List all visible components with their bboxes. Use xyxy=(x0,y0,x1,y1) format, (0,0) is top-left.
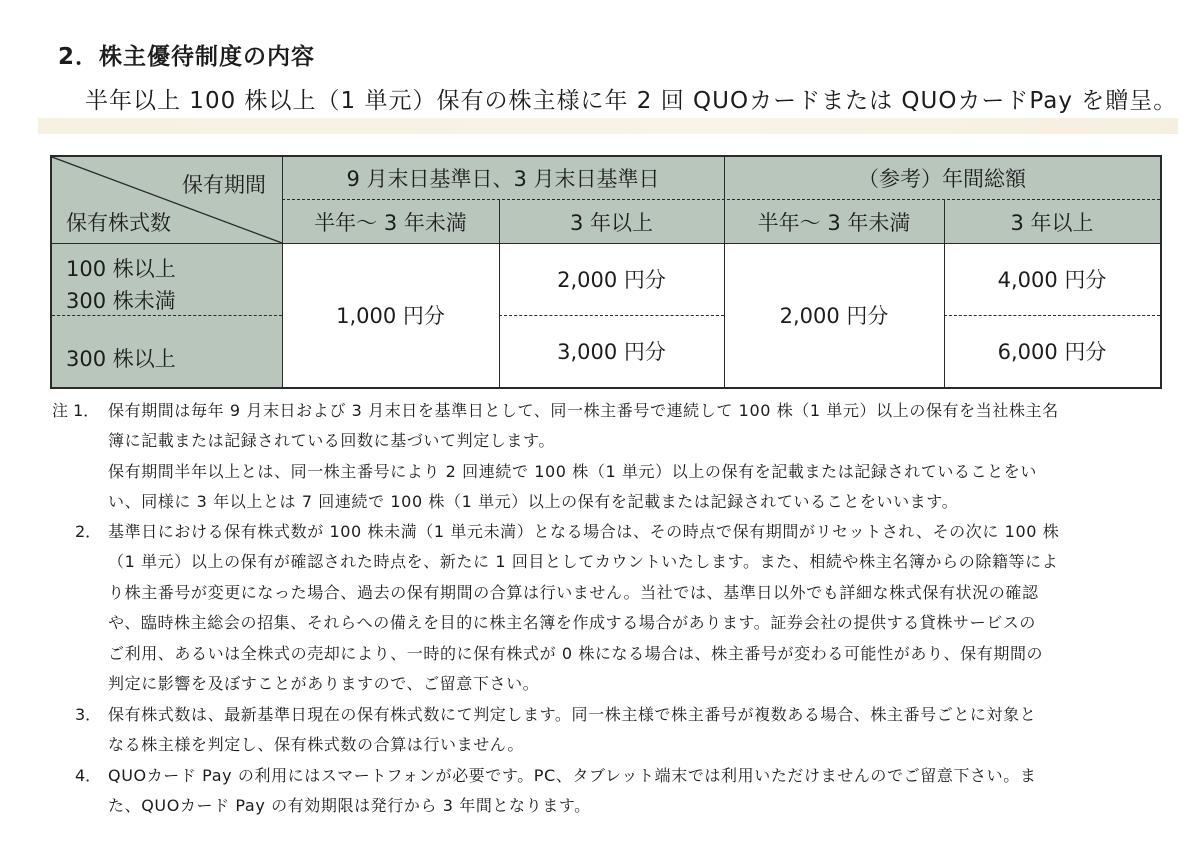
subheader-g1-3plus: 3 年以上 xyxy=(569,211,654,235)
value-g2-3plus-row1: 4,000 円分 xyxy=(997,268,1107,292)
header-dashed-line xyxy=(282,199,1160,200)
value-g2-3plus-row2: 6,000 円分 xyxy=(997,340,1107,364)
note1-line4: い、同様に 3 年以上とは 7 回連続で 100 株（1 単元）以上の保有を記載または記録されていることをいいます。 xyxy=(108,492,959,511)
subheader-g1-half-to-3: 半年～ 3 年未満 xyxy=(314,211,467,235)
row-dashed-line-left xyxy=(52,315,282,316)
grid-vline-1 xyxy=(282,157,283,387)
value-g1-3plus-row1: 2,000 円分 xyxy=(557,268,666,292)
group1-header: 9 月末日基準日、3 月末日基準日 xyxy=(346,167,660,191)
note2-line2: （1 単元）以上の保有が確認された時点を、新たに 1 回目としてカウントいたします。また、相続や株主名簿からの除籍等によ xyxy=(108,552,1059,571)
note2-line5: ご利用、あるいは全株式の売却により、一時的に保有株式が 0 株になる場合は、株主番号が変わる可能性があり、保有期間の xyxy=(108,644,1044,663)
row-dashed-line-g1 xyxy=(499,315,724,316)
row1-label-line2: 300 株未満 xyxy=(66,289,176,313)
subheader-g2-half-to-3: 半年～ 3 年未満 xyxy=(757,211,911,235)
value-g1-half-to-3: 1,000 円分 xyxy=(336,304,445,328)
intro-text: 半年以上 100 株以上（1 単元）保有の株主様に年 2 回 QUOカードまたは QUOカードPay を贈呈。 xyxy=(85,88,1178,114)
note1-line1: 保有期間は毎年 9 月末日および 3 月末日を基準日として、同一株主番号で連続して 100 株（1 単元）以上の保有を当社株主名 xyxy=(108,401,1059,420)
note3-line2: なる株主様を判定し、保有株式数の合算は行いません。 xyxy=(108,735,524,754)
note1-line3: 保有期間半年以上とは、同一株主番号により 2 回連続で 100 株（1 単元）以上の保有を記載または記録されていることをい xyxy=(108,462,1037,481)
note2-line3: り株主番号が変更になった場合、過去の保有期間の合算は行いません。当社では、基準日以外でも詳細な株式保有状況の確認 xyxy=(108,583,1039,602)
note4-line2: た、QUOカード Pay の有効期限は発行から 3 年間となります。 xyxy=(108,796,591,815)
corner-bottom-label: 保有株式数 xyxy=(66,211,171,235)
corner-top-label: 保有期間 xyxy=(182,173,266,197)
grid-vline-2 xyxy=(499,199,500,387)
background-band xyxy=(38,118,1178,134)
note4-number: 4． xyxy=(75,766,102,785)
subheader-g2-3plus: 3 年以上 xyxy=(1010,211,1094,235)
grid-vline-4 xyxy=(944,199,945,387)
note3-line1: 保有株式数は、最新基準日現在の保有株式数にて判定します。同一株主様で株主番号が複数ある場合、株主番号ごとに対象と xyxy=(108,705,1037,724)
value-g1-3plus-row2: 3,000 円分 xyxy=(557,340,666,364)
note1-line2: 簿に記載または記録されている回数に基づいて判定します。 xyxy=(108,431,555,450)
grid-vline-3 xyxy=(724,157,725,387)
row-dashed-line-g2 xyxy=(944,315,1160,316)
note4-line1: QUOカード Pay の利用にはスマートフォンが必要です。PC、タブレット端末では利用いただけませんのでご留意下さい。ま xyxy=(108,766,1037,785)
value-g2-half-to-3: 2,000 円分 xyxy=(779,304,889,328)
note1-number: 注 1． xyxy=(52,401,100,420)
header-bottom-line xyxy=(52,243,1160,244)
benefit-table xyxy=(50,155,1162,389)
note3-number: 3． xyxy=(75,705,102,724)
note2-line4: や、臨時株主総会の招集、それらへの備えを目的に株主名簿を作成する場合があります。証券会社の提供する貸株サービスの xyxy=(108,613,1037,632)
section-title: 2．株主優待制度の内容 xyxy=(58,44,316,70)
note2-number: 2． xyxy=(75,522,102,541)
note2-line6: 判定に影響を及ぼすことがありますので、ご留意下さい。 xyxy=(108,674,540,693)
note2-line1: 基準日における保有株式数が 100 株未満（1 単元未満）となる場合は、その時点で保有期間がリセットされ、その次に 100 株 xyxy=(108,522,1060,541)
row1-label-line1: 100 株以上 xyxy=(66,257,176,281)
row2-label: 300 株以上 xyxy=(66,347,176,371)
group2-header: （参考）年間総額 xyxy=(858,167,1026,191)
